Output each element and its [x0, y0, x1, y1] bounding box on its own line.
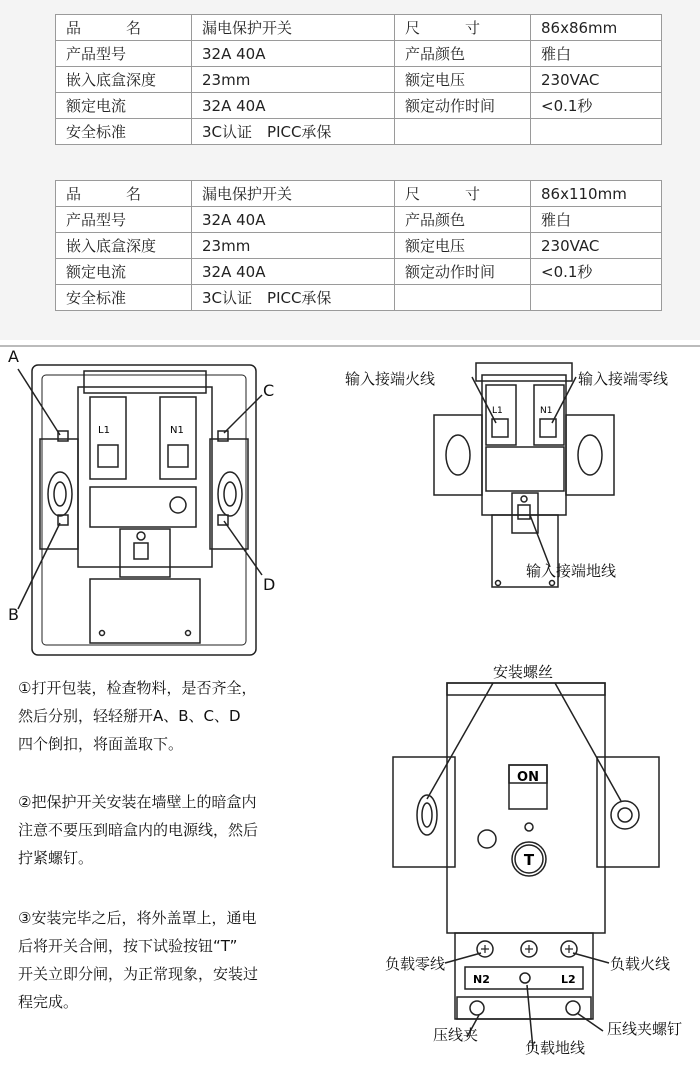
table-row	[56, 181, 662, 207]
clip-d-label: D	[263, 575, 276, 594]
table-cell	[395, 119, 531, 145]
terminal-l1-label: L1	[492, 406, 503, 416]
on-indicator-text: ON	[517, 770, 539, 785]
table-cell: 嵌入底盒深度	[56, 67, 192, 93]
table-cell: 32A 40A	[192, 207, 395, 233]
table-row	[56, 41, 662, 67]
load-wiring-diagram	[385, 667, 695, 1078]
table-cell	[395, 285, 531, 311]
table-cell: 漏电保护开关	[192, 181, 395, 207]
terminal-n2-label: N2	[473, 973, 490, 986]
table-cell: 3C认证 PICC承保	[192, 119, 395, 145]
clip-c-label: C	[263, 381, 275, 400]
table-cell: 3C认证 PICC承保	[192, 285, 395, 311]
step-2-text	[18, 788, 318, 872]
table-cell: 额定动作时间	[395, 259, 531, 285]
table-cell: 尺 寸	[395, 181, 531, 207]
table-cell: 32A 40A	[192, 41, 395, 67]
load-live-label: 负载火线	[610, 955, 671, 973]
table-cell: <0.1秒	[531, 93, 662, 119]
terminal-l1-label: L1	[98, 425, 110, 436]
spec-table-86x110	[55, 180, 662, 311]
step-line: 程完成。	[18, 993, 79, 1011]
table-cell: 产品颜色	[395, 41, 531, 67]
test-button-text: T	[523, 851, 535, 869]
step-line: 注意不要压到暗盒内的电源线，然后	[18, 821, 259, 839]
table-cell: 额定电流	[56, 93, 192, 119]
table-cell: 额定电流	[56, 259, 192, 285]
clamp-screw-label: 压线夹螺钉	[607, 1020, 683, 1038]
step-3-text	[18, 904, 318, 1016]
spec-area	[0, 0, 700, 340]
clip-b-label: B	[8, 605, 19, 624]
step-line: 后将开关合闸，按下试验按钮“T”	[18, 937, 238, 955]
step-line: ②把保护开关安装在墙壁上的暗盒内	[18, 793, 257, 811]
table-cell: 230VAC	[531, 67, 662, 93]
table-cell: 23mm	[192, 233, 395, 259]
table-cell: 产品型号	[56, 207, 192, 233]
terminal-n1-label: N1	[170, 425, 184, 436]
mounting-screws-label: 安装螺丝	[493, 663, 554, 681]
table-cell: 品 名	[56, 181, 192, 207]
table-cell: 品 名	[56, 15, 192, 41]
step-line: 开关立即分闸，为正常现象，安装过	[18, 965, 259, 983]
instruction-area	[0, 347, 700, 1078]
table-cell: 86x110mm	[531, 181, 662, 207]
table-cell: 86x86mm	[531, 15, 662, 41]
table-cell: 额定电压	[395, 233, 531, 259]
table-cell: 安全标准	[56, 119, 192, 145]
table-cell: 32A 40A	[192, 93, 395, 119]
terminal-l2-label: L2	[561, 973, 576, 986]
table-row	[56, 119, 662, 145]
step-line: 然后分别，轻轻掰开A、B、C、D	[18, 707, 241, 725]
table-row	[56, 207, 662, 233]
clip-a-label: A	[8, 347, 19, 366]
table-cell	[531, 119, 662, 145]
table-row	[56, 67, 662, 93]
load-neutral-label: 负载零线	[385, 955, 446, 973]
step-line: ③安装完毕之后，将外盖罩上，通电	[18, 909, 257, 927]
table-cell: 尺 寸	[395, 15, 531, 41]
table-cell: 雅白	[531, 207, 662, 233]
table-cell: <0.1秒	[531, 259, 662, 285]
table-row	[56, 15, 662, 41]
load-ground-label: 负载地线	[525, 1039, 586, 1057]
table-row	[56, 259, 662, 285]
table-cell: 产品颜色	[395, 207, 531, 233]
table-row	[56, 285, 662, 311]
spec-table-86	[55, 14, 662, 145]
step-line: 拧紧螺钉。	[18, 849, 94, 867]
input-live-label: 输入接端火线	[345, 370, 436, 388]
table-cell: 产品型号	[56, 41, 192, 67]
table-cell: 嵌入底盒深度	[56, 233, 192, 259]
input-neutral-label: 输入接端零线	[578, 370, 669, 388]
step-line: ①打开包装，检查物料，是否齐全，	[18, 679, 257, 697]
step-line: 四个倒扣，将面盖取下。	[18, 735, 184, 753]
table-row	[56, 93, 662, 119]
input-ground-label: 输入接端地线	[526, 562, 617, 580]
table-cell: 雅白	[531, 41, 662, 67]
table-cell: 漏电保护开关	[192, 15, 395, 41]
table-cell: 安全标准	[56, 285, 192, 311]
table-row	[56, 233, 662, 259]
wire-clamp-label: 压线夹	[433, 1026, 479, 1044]
step-1-text	[18, 674, 318, 758]
table-cell: 额定动作时间	[395, 93, 531, 119]
table-cell: 32A 40A	[192, 259, 395, 285]
table-cell: 额定电压	[395, 67, 531, 93]
cover-removal-diagram	[0, 347, 290, 667]
table-cell	[531, 285, 662, 311]
table-cell: 23mm	[192, 67, 395, 93]
table-cell: 230VAC	[531, 233, 662, 259]
terminal-n1-label: N1	[540, 406, 553, 416]
